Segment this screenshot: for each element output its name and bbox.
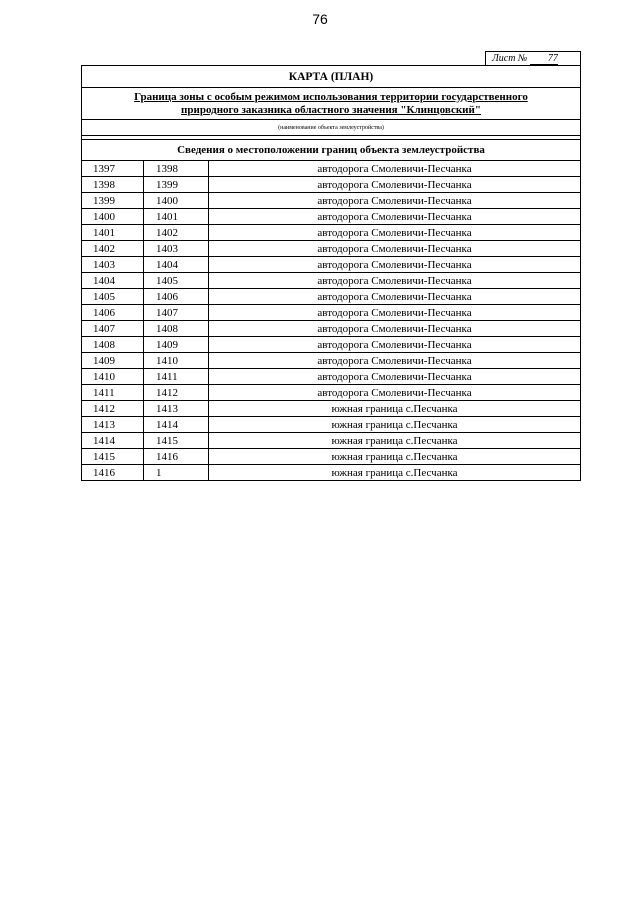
boundary-table bbox=[82, 161, 580, 480]
boundary-description: автодорога Смолевичи-Песчанка bbox=[209, 321, 581, 337]
point-from: 1411 bbox=[82, 385, 144, 401]
point-to: 1402 bbox=[144, 225, 209, 241]
boundary-description: автодорога Смолевичи-Песчанка bbox=[209, 353, 581, 369]
point-to: 1399 bbox=[144, 177, 209, 193]
table-row bbox=[82, 225, 580, 241]
table-row bbox=[82, 241, 580, 257]
document-title: КАРТА (ПЛАН) bbox=[82, 66, 580, 88]
sheet-number: 77 bbox=[530, 53, 558, 65]
table-row bbox=[82, 289, 580, 305]
table-row bbox=[82, 465, 580, 481]
point-to: 1411 bbox=[144, 369, 209, 385]
point-to: 1 bbox=[144, 465, 209, 481]
table-row bbox=[82, 353, 580, 369]
point-to: 1405 bbox=[144, 273, 209, 289]
boundary-description: южная граница с.Песчанка bbox=[209, 465, 581, 481]
table-row bbox=[82, 177, 580, 193]
boundary-description: автодорога Смолевичи-Песчанка bbox=[209, 273, 581, 289]
boundary-description: южная граница с.Песчанка bbox=[209, 433, 581, 449]
point-to: 1408 bbox=[144, 321, 209, 337]
boundary-description: автодорога Смолевичи-Песчанка bbox=[209, 193, 581, 209]
boundary-description: автодорога Смолевичи-Песчанка bbox=[209, 257, 581, 273]
sheet-number-box bbox=[485, 51, 581, 65]
boundary-description: южная граница с.Песчанка bbox=[209, 449, 581, 465]
table-row bbox=[82, 385, 580, 401]
boundary-description: автодорога Смолевичи-Песчанка bbox=[209, 241, 581, 257]
table-row bbox=[82, 209, 580, 225]
table-row bbox=[82, 321, 580, 337]
point-to: 1407 bbox=[144, 305, 209, 321]
boundary-description: автодорога Смолевичи-Песчанка bbox=[209, 209, 581, 225]
table-row bbox=[82, 161, 580, 177]
point-to: 1404 bbox=[144, 257, 209, 273]
boundary-description: автодорога Смолевичи-Песчанка bbox=[209, 289, 581, 305]
point-from: 1401 bbox=[82, 225, 144, 241]
point-from: 1416 bbox=[82, 465, 144, 481]
point-from: 1406 bbox=[82, 305, 144, 321]
table-row bbox=[82, 417, 580, 433]
point-from: 1397 bbox=[82, 161, 144, 177]
point-from: 1403 bbox=[82, 257, 144, 273]
point-from: 1407 bbox=[82, 321, 144, 337]
section-title: Сведения о местоположении границ объекта землеустройства bbox=[82, 140, 580, 161]
boundary-description: автодорога Смолевичи-Песчанка bbox=[209, 225, 581, 241]
object-name bbox=[82, 88, 580, 120]
point-to: 1410 bbox=[144, 353, 209, 369]
point-to: 1416 bbox=[144, 449, 209, 465]
point-to: 1415 bbox=[144, 433, 209, 449]
point-from: 1413 bbox=[82, 417, 144, 433]
point-from: 1414 bbox=[82, 433, 144, 449]
point-to: 1414 bbox=[144, 417, 209, 433]
point-to: 1412 bbox=[144, 385, 209, 401]
table-row bbox=[82, 337, 580, 353]
boundary-description: автодорога Смолевичи-Песчанка bbox=[209, 337, 581, 353]
boundary-description: южная граница с.Песчанка bbox=[209, 401, 581, 417]
boundary-description: автодорога Смолевичи-Песчанка bbox=[209, 161, 581, 177]
boundary-description: южная граница с.Песчанка bbox=[209, 417, 581, 433]
point-from: 1410 bbox=[82, 369, 144, 385]
object-name-caption: (наименование объекта землеустройства) bbox=[82, 120, 580, 136]
point-to: 1401 bbox=[144, 209, 209, 225]
sheet-label: Лист № bbox=[492, 53, 528, 64]
point-to: 1413 bbox=[144, 401, 209, 417]
boundary-description: автодорога Смолевичи-Песчанка bbox=[209, 369, 581, 385]
point-from: 1399 bbox=[82, 193, 144, 209]
boundary-description: автодорога Смолевичи-Песчанка bbox=[209, 177, 581, 193]
point-to: 1403 bbox=[144, 241, 209, 257]
point-from: 1412 bbox=[82, 401, 144, 417]
boundary-description: автодорога Смолевичи-Песчанка bbox=[209, 305, 581, 321]
boundary-description: автодорога Смолевичи-Песчанка bbox=[209, 385, 581, 401]
object-name-line-1: Граница зоны с особым режимом использования территории государственного bbox=[134, 91, 528, 103]
point-to: 1398 bbox=[144, 161, 209, 177]
table-row bbox=[82, 193, 580, 209]
point-from: 1408 bbox=[82, 337, 144, 353]
document-form bbox=[81, 65, 581, 481]
point-from: 1404 bbox=[82, 273, 144, 289]
point-from: 1415 bbox=[82, 449, 144, 465]
table-row bbox=[82, 401, 580, 417]
table-row bbox=[82, 433, 580, 449]
object-name-line-2: природного заказника областного значения "Клинцовский" bbox=[181, 104, 481, 116]
point-from: 1400 bbox=[82, 209, 144, 225]
point-from: 1398 bbox=[82, 177, 144, 193]
table-row bbox=[82, 369, 580, 385]
table-row bbox=[82, 257, 580, 273]
point-to: 1406 bbox=[144, 289, 209, 305]
table-row bbox=[82, 305, 580, 321]
point-from: 1402 bbox=[82, 241, 144, 257]
table-row bbox=[82, 273, 580, 289]
point-to: 1409 bbox=[144, 337, 209, 353]
boundary-table-body bbox=[82, 161, 580, 480]
page-number: 76 bbox=[312, 11, 328, 27]
point-to: 1400 bbox=[144, 193, 209, 209]
point-from: 1409 bbox=[82, 353, 144, 369]
point-from: 1405 bbox=[82, 289, 144, 305]
table-row bbox=[82, 449, 580, 465]
